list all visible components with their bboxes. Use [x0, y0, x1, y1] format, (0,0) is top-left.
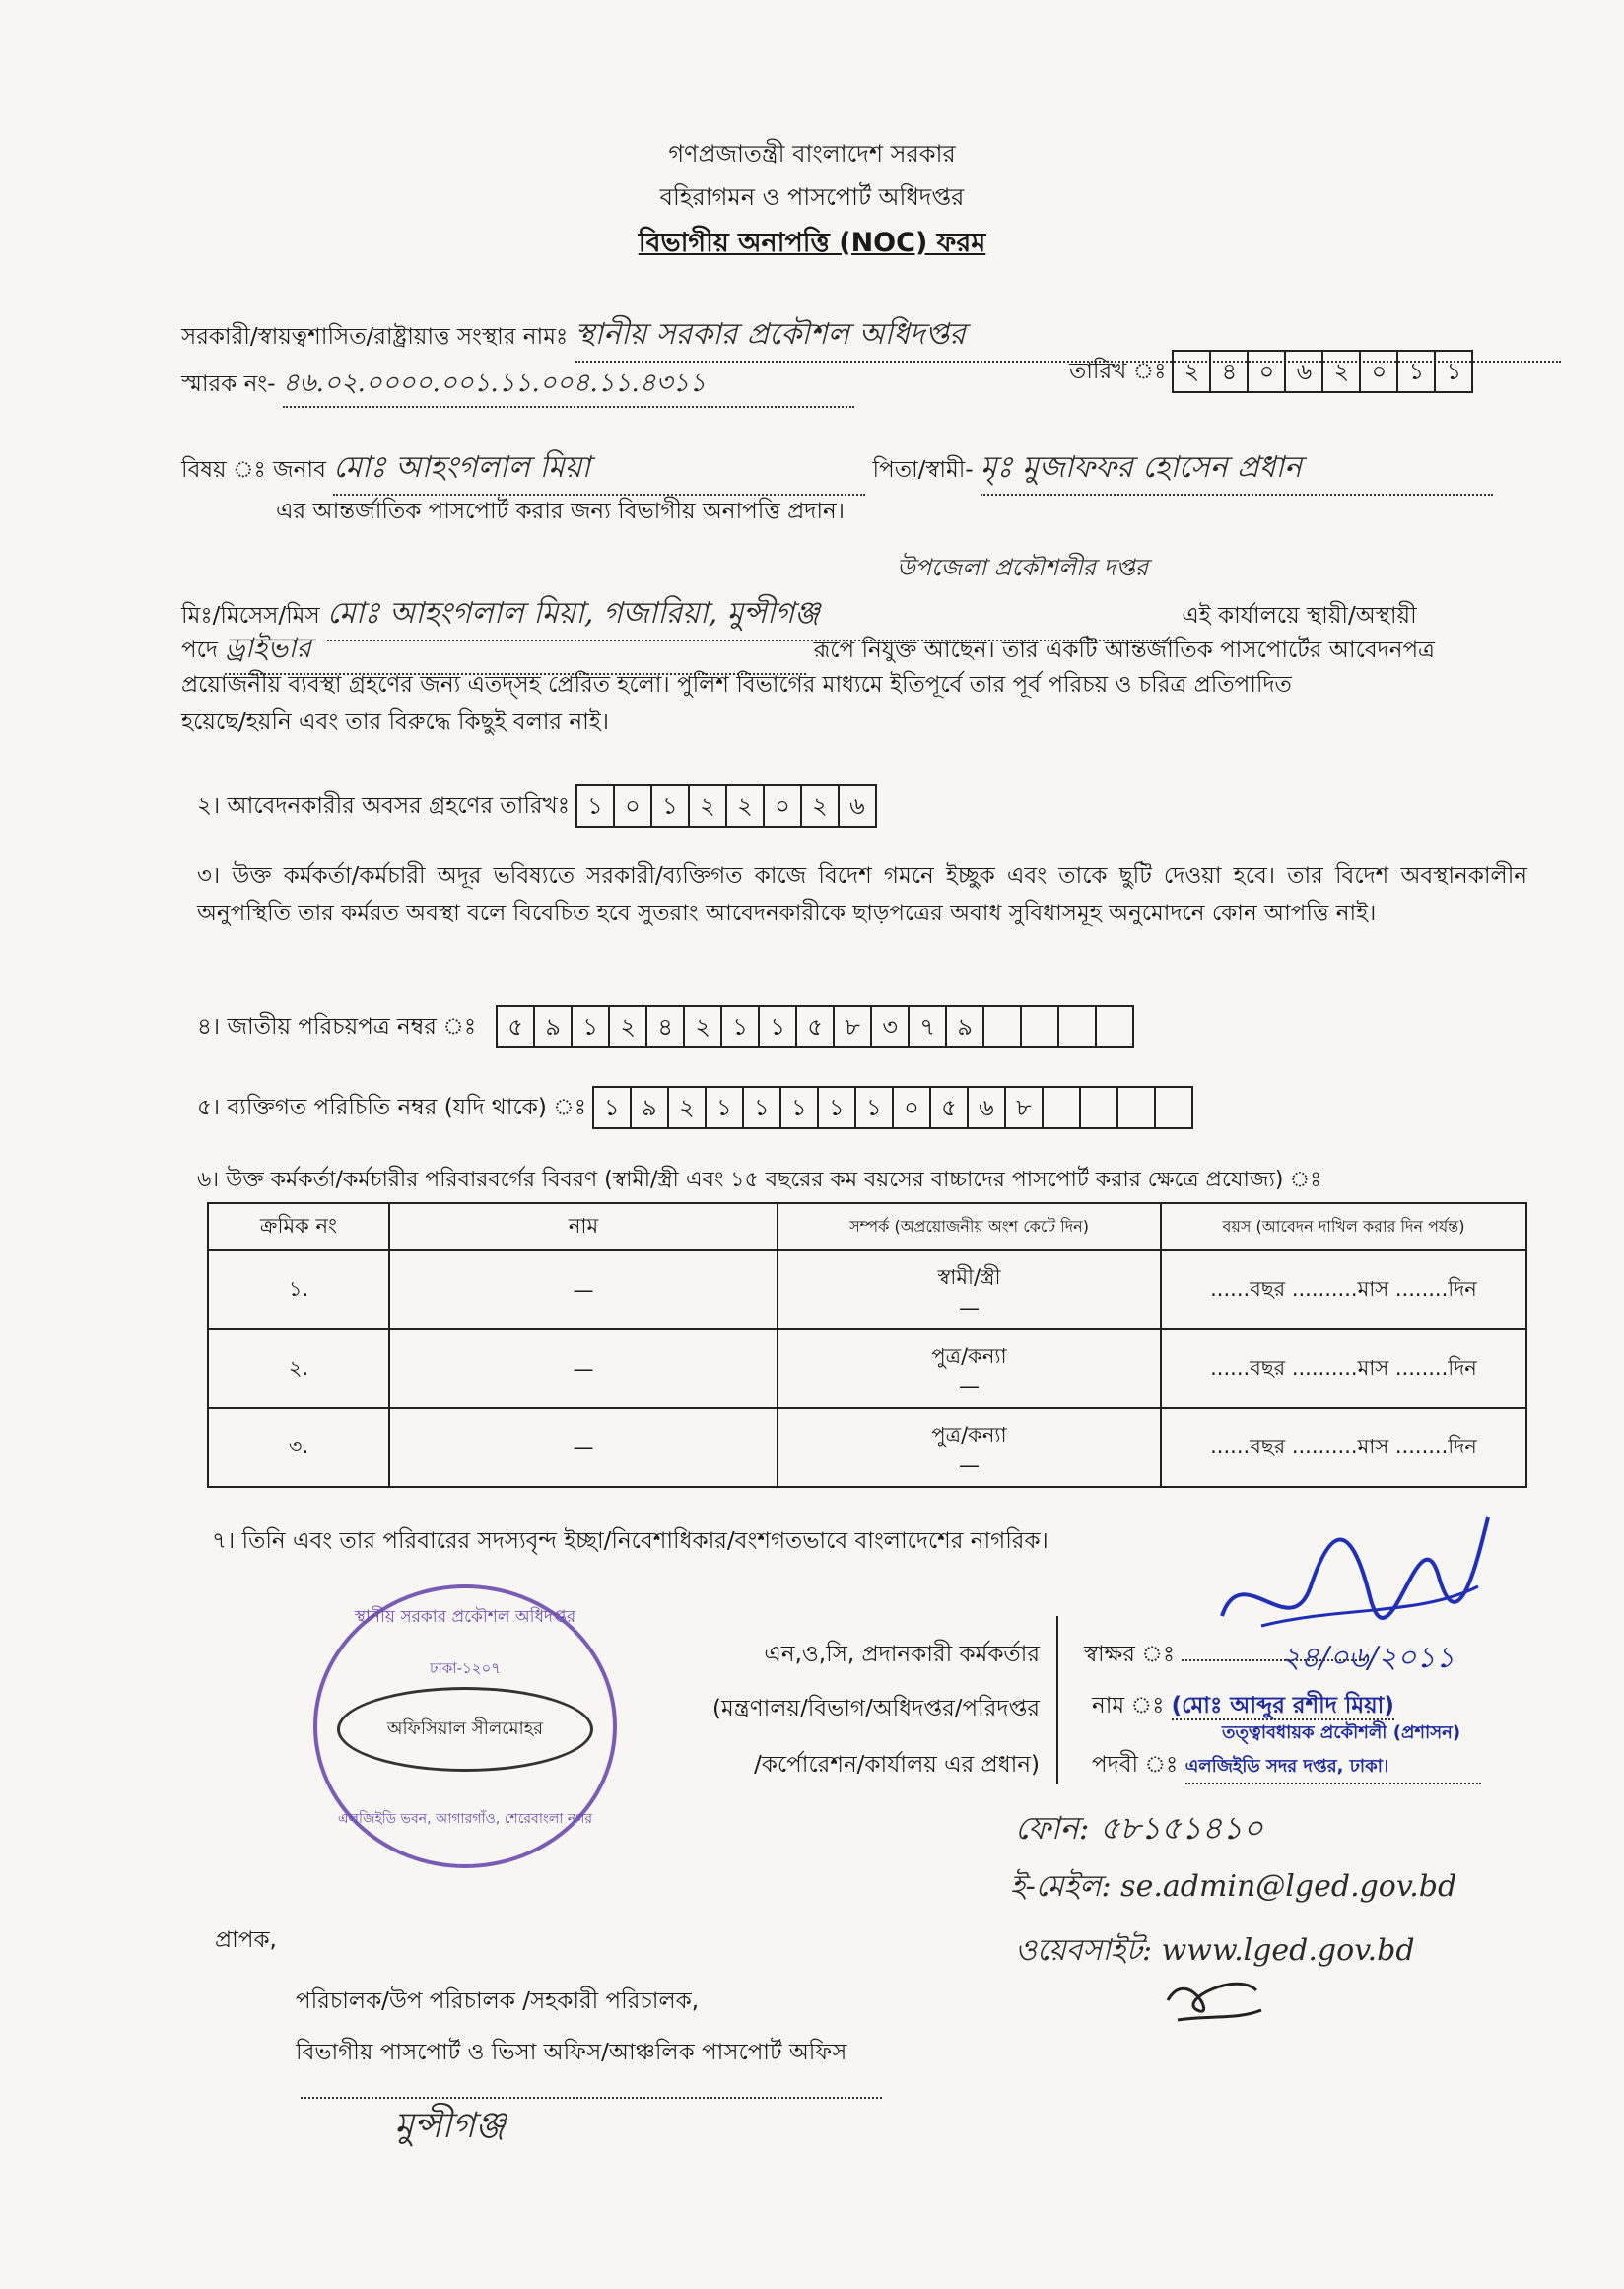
personal-id-digit-box: ৫: [931, 1088, 969, 1127]
nid-digit-box: ৩: [872, 1007, 910, 1046]
officer-divider: [1056, 1616, 1058, 1784]
item2-row: [197, 784, 877, 828]
sign-dots: [1182, 1659, 1369, 1661]
date-digit-box: ১: [1398, 352, 1436, 391]
office-note: উপজেলা প্রকৌশলীর দপ্তর: [897, 554, 1149, 581]
relation-text: পুত্র/কন্যা: [931, 1343, 1007, 1368]
subject-line2: এর আন্তর্জাতিক পাসপোর্ট করার জন্য বিভাগীয় অনাপত্তি প্রদান।: [276, 499, 845, 524]
row-name: —: [389, 1329, 778, 1408]
officer-designation: তত্ত্বাবধায়ক প্রকৌশলী (প্রশাসন): [1222, 1722, 1461, 1743]
nid-digit-box: [1059, 1007, 1097, 1046]
org-label: সরকারী/স্বায়ত্বশাসিত/রাষ্ট্রায়াত্ত সংস্থার নামঃ: [181, 324, 569, 350]
nid-digit-box: ১: [722, 1007, 760, 1046]
recipient-line1: পরিচালক/উপ পরিচালক /সহকারী পরিচালক,: [296, 1988, 700, 2014]
designation-row: [1092, 1746, 1481, 1784]
memo-value: ৪৬.০২.০০০০.০০১.১১.০০৪.১১.৪৩১১: [283, 363, 854, 408]
nid-digit-box: ২: [610, 1007, 647, 1046]
retirement-digit-box: ২: [727, 786, 765, 826]
row-serial: ১.: [208, 1250, 389, 1329]
nid-digit-box: ১: [573, 1007, 610, 1046]
item5-row: [197, 1086, 1193, 1129]
officer-line2: (মন্ত্রণালয়/বিভাগ/অধিদপ্তর/পরিদপ্তর: [712, 1696, 1040, 1721]
after-post: রূপে নিযুক্ত আছেন। তার একটি আন্তর্জাতিক পাসপোর্টের আবেদনপত্র: [813, 638, 1435, 663]
memo-label: স্মারক নং-: [181, 371, 276, 397]
item4-label: ৪। জাতীয় পরিচয়পত্র নম্বর ঃ: [197, 1013, 477, 1040]
row-name: —: [389, 1408, 778, 1487]
date-label: তারিখ ঃ: [1069, 358, 1167, 384]
retirement-digit-box: ২: [802, 786, 840, 826]
header-line2: বহিরাগমন ও পাসপোর্ট অধিদপ্তর: [659, 183, 965, 211]
date-digit-box: ৪: [1211, 352, 1249, 391]
relation-dash: —: [959, 1295, 980, 1319]
item6-label: ৬। উক্ত কর্মকর্তা/কর্মচারীর পরিবারবর্গের বিবরণ (স্বামী/স্ত্রী এবং ১৫ বছরের কম বয়সের বাচ্চাদের পাসপোর্ট করার ক্ষেত্রে প্রযোজ্য) ঃ: [197, 1168, 1321, 1192]
nid-digit-box: ৮: [835, 1007, 872, 1046]
seal-bottom-text: এলজিইডি ভবন, আগারগাঁও, শেরেবাংলা নগর: [337, 1811, 593, 1827]
item3-text: ৩। উক্ত কর্মকর্তা/কর্মচারী অদূর ভবিষ্যতে সরকারী/ব্যক্তিগত কাজে বিদেশ গমনে ইচ্ছুক এবং তাকে ছুটি দেওয়া হবে। তার বিদেশ অবস্থানকালীন অনুপস্থিতি তার কর্মরত অবস্থা বলে বিবেচিত হবে সুতরাং আবেদনকারীকে ছাড়পত্রের অবাধ সুবিধাসমূহ অনুমোদনে কোন আপত্তি নাই।: [197, 863, 1527, 926]
row-age: ......বছর ..........মাস ........দিন: [1161, 1250, 1526, 1329]
signature-date: ২৪/০৬/২০১১: [1281, 1641, 1455, 1675]
contact-email: ই-মেইল: se.admin@lged.gov.bd: [1010, 1869, 1457, 1904]
row-relation: [778, 1329, 1161, 1408]
officer-name: (মোঃ আব্দুর রশীদ মিয়া): [1171, 1693, 1394, 1718]
personal-id-digit-box: ১: [594, 1088, 632, 1127]
table-row: [208, 1250, 1526, 1329]
table-row: [208, 1408, 1526, 1487]
date-digit-box: ০: [1361, 352, 1398, 391]
nid-digit-box: ৫: [797, 1007, 835, 1046]
para1-row3: প্রয়োজনীয় ব্যবস্থা গ্রহণের জন্য এতদ্সহ প্রেরিত হলো। পুলিশ বিভাগের মাধ্যমে ইতিপূর্বে তার পূর্ব পরিচয় ও চরিত্র প্রতিপাদিত: [181, 672, 1292, 698]
header-line1: গণপ্রজাতন্ত্রী বাংলাদেশ সরকার: [668, 140, 956, 168]
nid-digit-box: ১: [760, 1007, 797, 1046]
row-name: —: [389, 1250, 778, 1329]
family-table-header: [208, 1203, 1526, 1250]
retirement-digit-box: ২: [690, 786, 727, 826]
nid-digit-box: ৫: [498, 1007, 535, 1046]
header-name: নাম: [389, 1203, 778, 1250]
retirement-digit-box: ০: [615, 786, 652, 826]
personal-id-boxes: [592, 1086, 1193, 1129]
nid-digit-box: ৯: [947, 1007, 984, 1046]
seal-inner: অফিসিয়াল সীলমোহর: [337, 1687, 593, 1772]
personal-id-digit-box: [1081, 1088, 1118, 1127]
relation-dash: —: [959, 1452, 980, 1477]
row-serial: ৩.: [208, 1408, 389, 1487]
subject-row: [181, 443, 1493, 496]
retirement-digit-box: ১: [652, 786, 690, 826]
item5-label: ৫। ব্যক্তিগত পরিচিতি নম্বর (যদি থাকে) ঃ: [197, 1094, 586, 1120]
personal-id-digit-box: ৯: [632, 1088, 669, 1127]
item2-label: ২। আবেদনকারীর অবসর গ্রহণের তারিখঃ: [197, 792, 570, 819]
relation-text: স্বামী/স্ত্রী: [937, 1264, 1001, 1289]
nid-digit-box: ২: [685, 1007, 722, 1046]
father-name: মৃঃ মুজাফফর হোসেন প্রধান: [981, 443, 1493, 496]
recipient-line2: বিভাগীয় পাসপোর্ট ও ভিসা অফিস/আঞ্চলিক পাসপোর্ট অফিস: [296, 2040, 847, 2065]
personal-id-digit-box: ১: [781, 1088, 819, 1127]
after-name: এই কার্যালয়ে স্থায়ী/অস্থায়ী: [1182, 603, 1417, 629]
date-boxes: [1172, 350, 1473, 393]
contact-web: ওয়েবসাইট: www.lged.gov.bd: [1015, 1933, 1415, 1968]
nid-digit-box: [1022, 1007, 1059, 1046]
memo-row: [181, 363, 854, 408]
item4-row: [197, 1005, 1134, 1048]
recipient-label: প্রাপক,: [215, 1927, 277, 1953]
father-label: পিতা/স্বামী-: [872, 457, 974, 483]
retirement-date-boxes: [575, 784, 877, 828]
officer-office: এলজিইডি সদর দপ্তর, ঢাকা।: [1185, 1752, 1481, 1784]
retirement-digit-box: ১: [577, 786, 615, 826]
date-digit-box: ৬: [1286, 352, 1323, 391]
date-digit-box: ০: [1249, 352, 1286, 391]
header-serial: ক্রমিক নং: [208, 1203, 389, 1250]
retirement-digit-box: ০: [765, 786, 802, 826]
personal-id-digit-box: ৬: [969, 1088, 1006, 1127]
personal-id-digit-box: ২: [669, 1088, 707, 1127]
personal-id-digit-box: ১: [744, 1088, 781, 1127]
relation-text: পুত্র/কন্যা: [931, 1422, 1007, 1447]
signature-icon: [1202, 1498, 1498, 1646]
date-digit-box: ১: [1446, 358, 1462, 385]
nid-boxes: [496, 1005, 1134, 1048]
nid-digit-box: ৪: [647, 1007, 685, 1046]
personal-id-digit-box: [1044, 1088, 1081, 1127]
post-value: ড্রাইভার: [225, 627, 806, 675]
subject-label: বিষয় ঃ জনাব: [181, 457, 326, 483]
form-title: বিভাগীয় অনাপত্তি (NOC) ফরম: [638, 228, 986, 258]
recipient-dotted-line: [301, 2097, 882, 2099]
personal-id-digit-box: ০: [894, 1088, 931, 1127]
retirement-digit-box: ৬: [849, 792, 865, 820]
personal-id-digit-box: ১: [707, 1088, 744, 1127]
personal-id-digit-box: ১: [856, 1088, 894, 1127]
recipient-handwritten: মুন্সীগঞ্জ: [394, 2106, 506, 2146]
nid-digit-box: ৭: [910, 1007, 947, 1046]
row-serial: ২.: [208, 1329, 389, 1408]
relation-dash: —: [959, 1374, 980, 1398]
row-age: ......বছর ..........মাস ........দিন: [1161, 1329, 1526, 1408]
nid-digit-box: [984, 1007, 1022, 1046]
family-table: [207, 1202, 1527, 1488]
personal-id-digit-box: ৮: [1006, 1088, 1044, 1127]
personal-id-digit-box: ১: [819, 1088, 856, 1127]
designation-label: পদবী ঃ: [1092, 1752, 1179, 1778]
date-digit-box: ২: [1174, 352, 1211, 391]
official-seal: [313, 1584, 617, 1868]
item7-text: ৭। তিনি এবং তার পরিবারের সদস্যবৃন্দ ইচ্ছা/নিবেশাধিকার/বংশগতভাবে বাংলাদেশের নাগরিক।: [212, 1528, 1049, 1554]
header-age: বয়স (আবেদন দাখিল করার দিন পর্যন্ত): [1161, 1203, 1526, 1250]
personal-id-digit-box: [1118, 1088, 1156, 1127]
sign-label: স্বাক্ষর ঃ: [1084, 1642, 1176, 1667]
date-row: [1069, 350, 1473, 393]
seal-city: ঢাকা-১২০৭: [429, 1659, 502, 1677]
contact-phone: ফোন: ৫৮১৫১৪১০: [1015, 1809, 1263, 1847]
officer-line3: /কর্পোরেশন/কার্যালয় এর প্রধান): [754, 1752, 1040, 1778]
prefix: মিঃ/মিসেস/মিস: [181, 603, 320, 629]
nid-digit-box: ৯: [535, 1007, 573, 1046]
para1-row4: হয়েছে/হয়নি এবং তার বিরুদ্ধে কিছুই বলার নাই।: [181, 709, 609, 735]
sign-row: [1084, 1636, 1369, 1674]
name-label: নাম ঃ: [1092, 1693, 1165, 1718]
nid-digit-box: [1097, 1007, 1132, 1046]
table-row: [208, 1329, 1526, 1408]
personal-id-digit-box: [1156, 1088, 1191, 1127]
header-relation: সম্পর্ক (অপ্রয়োজনীয় অংশ কেটে দিন): [778, 1203, 1161, 1250]
subject-name: মোঃ আহংগলাল মিয়া: [333, 443, 865, 496]
row-relation: [778, 1408, 1161, 1487]
employee-name: মোঃ আহংগলাল মিয়া, গজারিয়া, মুন্সীগঞ্জ: [327, 589, 1175, 641]
date-digit-box: ২: [1323, 352, 1361, 391]
officer-line1: এন,ও,সি, প্রদানকারী কর্মকর্তার: [764, 1642, 1040, 1667]
row-age: ......বছর ..........মাস ........দিন: [1161, 1408, 1526, 1487]
initial-signature-icon: [1158, 1961, 1266, 2030]
org-value: স্থানীয় সরকার প্রকৌশল অধিদপ্তর: [575, 310, 1561, 363]
post-label: পদে: [181, 638, 218, 663]
seal-ring-text: স্থানীয় সরকার প্রকৌশল অধিদপ্তর: [354, 1607, 576, 1627]
row-relation: [778, 1250, 1161, 1329]
